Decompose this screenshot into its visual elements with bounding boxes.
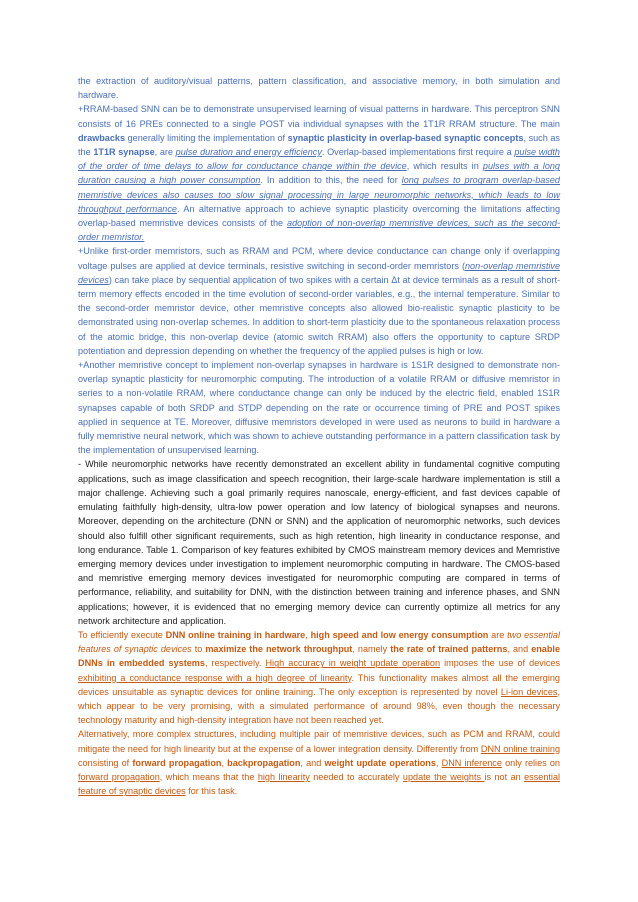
text-run: adoption of non-overlap memristive devices, such as the second-order memristor. — [78, 218, 560, 243]
text-run: +RRAM-based SNN can be to demonstrate unsupervised learning of visual patterns in hardware. This perceptron SNN consists of 16 PREs connected to a single POST via individual synapses with the 1T1R RRAM structure. The main — [78, 104, 560, 129]
text-run: . This functionality makes almost all the emerging devices unsuitable as synaptic devices for online training. The only exception is represented by novel — [78, 672, 560, 697]
text-run: , which results in — [406, 161, 483, 172]
text-run: only relies on — [501, 757, 560, 768]
text-run: enable DNNs in embedded systems — [78, 644, 560, 669]
text-run: DNN online training — [480, 743, 561, 754]
text-run: are — [488, 629, 508, 640]
text-run: 1T1R synapse — [93, 147, 155, 158]
text-run: . In addition to this, the need for — [260, 175, 402, 186]
text-run: Alternatively, more complex structures, including multiple pair of memristive devices, such as PCM and RRAM, could mitigate the need for high linearity but at the expense of a lower integration density. Differently from — [78, 729, 560, 754]
text-run: high linearity — [257, 771, 310, 782]
text-run: , namely — [352, 644, 391, 655]
text-run: exhibiting a conductance response with a high degree of linearity — [78, 672, 352, 683]
paragraph — [78, 74, 560, 102]
text-run: pulse duration and energy efficiency — [175, 147, 322, 158]
paragraph — [78, 358, 560, 457]
text-run: , and — [507, 644, 532, 655]
text-run: To efficiently execute — [78, 629, 166, 640]
paragraph — [78, 727, 560, 798]
paragraph — [78, 457, 560, 627]
text-run: forward propagation — [78, 771, 160, 782]
text-run: weight update operations — [324, 757, 436, 768]
text-run: , are — [154, 147, 176, 158]
text-run: drawbacks — [78, 132, 126, 143]
text-run: +Another memristive concept to implement non-overlap synapses in hardware is 1S1R designed to demonstrate non-overlap synaptic plasticity for neuromorphic computing. The introduction of a volatile RRAM or diffusive memristor in series to a non-volatile RRAM, where conductance change can only be induced by the electric field, enabled 1S1R synapses capable of both SRDP and STDP depending on the rate or occurrence timing of PRE and POST spikes applied in sequence at TE. Moreover, diffusive memristors developed in were used as neurons to build in hardware a fully memristive neural network, which was shown to achieve outstanding performance in a pattern classification task by the implementation of unsupervised learning. — [78, 360, 560, 456]
text-run: for this task. — [185, 786, 238, 797]
text-run: generally limiting the implementation of — [125, 132, 288, 143]
text-run: , — [305, 629, 311, 640]
text-run: DNN online training in hardware — [165, 629, 306, 640]
text-run: High accuracy in weight update operation — [265, 658, 441, 669]
text-run: , — [435, 757, 442, 768]
text-run: DNN inference — [441, 757, 502, 768]
text-run: to — [191, 644, 206, 655]
document-page — [78, 74, 560, 798]
text-run: the rate of trained patterns — [390, 644, 508, 655]
text-run: , which means that the — [159, 771, 258, 782]
text-run: forward propagation — [132, 757, 222, 768]
text-run: , — [221, 757, 228, 768]
text-run: , and — [300, 757, 325, 768]
text-run: . An alternative approach to achieve synaptic plasticity overcoming the limitations affecting overlap-based memristive devices consists of the — [78, 203, 560, 229]
text-run: backpropagation — [227, 757, 301, 768]
paragraph — [78, 244, 560, 358]
text-run: long pulses to program overlap-based memristive devices also causes too slow signal processing in large neuromorphic networks, which leads to low throughput performance — [78, 175, 560, 214]
text-run: maximize the network throughput — [205, 644, 353, 655]
text-run: non-overlap memristive devices — [78, 260, 560, 285]
paragraph — [78, 102, 560, 244]
text-run: . Overlap-based implementations first require a — [321, 147, 515, 158]
text-run: needed to accurately — [309, 771, 403, 782]
paragraph — [78, 628, 560, 727]
text-run: is not an — [484, 771, 525, 782]
text-run: pulse width of the order of time delays to allow for conductance change within the device — [78, 147, 560, 172]
text-run: high speed and low energy consumption — [310, 629, 489, 640]
text-run: Li-ion devices — [500, 686, 558, 697]
text-run: two essential features of synaptic devices — [78, 629, 560, 655]
text-run: , which appear to be very promising, with a simulated performance of around 98%, even though the necessary technology maturity and high-density integration have not been reached yet. — [78, 686, 560, 726]
text-run: essential feature of synaptic devices — [78, 771, 561, 797]
text-run: the extraction of auditory/visual patterns, pattern classification, and associative memory, in both simulation and hardware. — [78, 76, 560, 101]
text-run: update the weights — [402, 771, 485, 782]
text-run: +Unlike first-order memristors, such as RRAM and PCM, where device conductance can change only if overlapping voltage pulses are applied at device terminals, resistive switching in second-order memristors ( — [78, 246, 560, 271]
text-run: ) can take place by sequential application of two spikes with a certain Δt at device terminals as a result of short-term memory effects encoded in the time evolution of second-order variables, e.g., the internal temperature. Similar to the second-order memristor device, other memristive concepts also allowed bio-realistic synaptic plasticity to be demonstrated using non-overlap schemes. In addition to short-term plasticity due to the spontaneous relaxation process of the atomic bridge, this non-overlap device (atomic switch RRAM) also offers the opportunity to capture SRDP potentiation and depression depending on whether the frequency of the applied pulses is high or low. — [78, 274, 560, 356]
text-run: - While neuromorphic networks have recently demonstrated an excellent ability in fundamental cognitive computing applications, such as image classification and speech recognition, their large-scale hardware implementation is still a major challenge. Achieving such a goal primarily requires nanoscale, energy-efficient, and fast devices capable of emulating faithfully high-density, ultra-low power operation and low latency of biological synapses and neurons. Moreover, depending on the architecture (DNN or SNN) and the application of neuromorphic networks, such devices should also fulfill other significant requirements, such as high retention, high linearity in conductance response, and long endurance. Table 1. Comparison of key features exhibited by CMOS mainstream memory devices and Memristive emerging memory devices under investigation to implement neuromorphic computing in hardware. The CMOS-based and memristive emerging memory devices investigated for neuromorphic computing are compared in terms of performance, reliability, and suitability for DNN, with the distinction between training and inference phases, and SNN applications; however, it is evidenced that no emerging memory device can currently optimize all metrics for any network architecture and application. — [78, 459, 560, 626]
text-run: imposes the use of devices — [440, 658, 560, 669]
text-run: consisting of — [78, 757, 133, 768]
text-run: , respectively. — [204, 658, 266, 669]
text-run: pulses with a long duration causing a high power consumption — [78, 161, 560, 186]
text-run: , such as the — [78, 132, 560, 158]
text-run: synaptic plasticity in overlap-based synaptic concepts — [287, 132, 524, 143]
